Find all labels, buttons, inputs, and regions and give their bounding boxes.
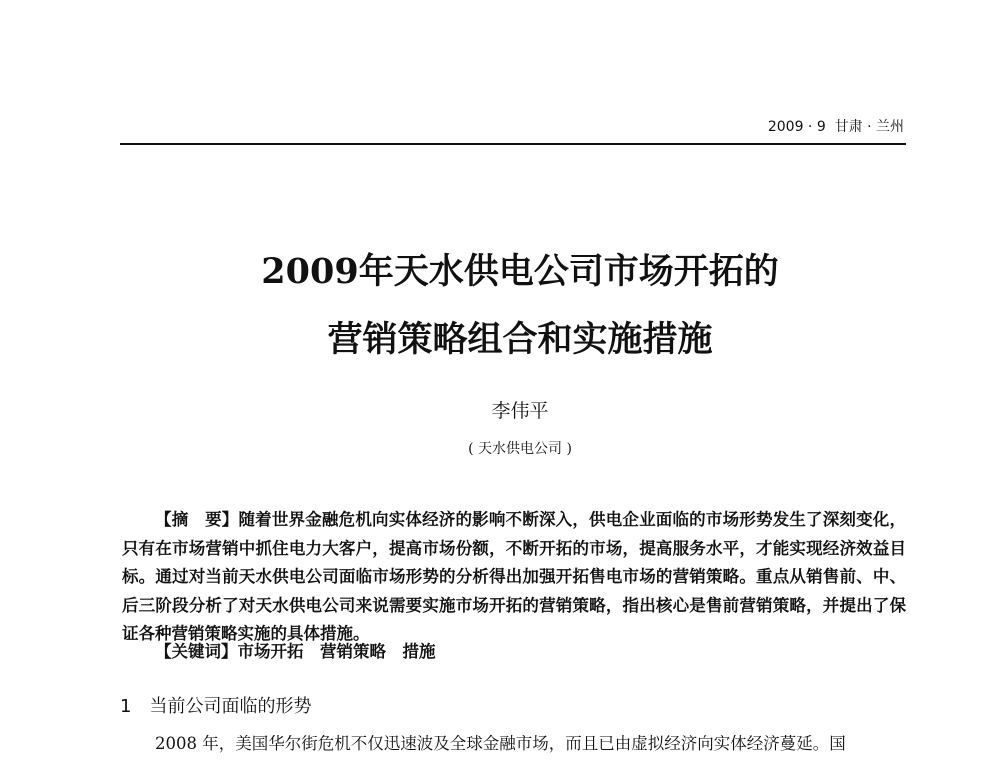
header-rule [120, 143, 906, 145]
running-header [768, 116, 904, 136]
title-line-1: 2009年天水供电公司市场开拓的 [261, 251, 779, 292]
section-heading: 1 当前公司面临的形势 [120, 696, 312, 717]
abstract-text: 随着世界金融危机向实体经济的影响不断深入，供电企业面临的市场形势发生了深刻变化，只有在市场营销中抓住电力大客户，提高市场份额，不断开拓的市场，提高服务水平，才能实现经济效益目标。通过对当前天水供电公司面临市场形势的分析得出加强开拓售电市场的营销策略。重点从销售前、中、后三阶段分析了对天水供电公司来说需要实施市场开拓的营销策略，指出核心是售前营销策略，并提出了保证各种营销策略实施的具体措施。 [122, 510, 907, 643]
location: 甘肃 · 兰州 [834, 119, 904, 135]
abstract-label: 【摘 要】 [155, 510, 239, 529]
title-line-2: 营销策略组合和实施措施 [327, 319, 713, 360]
keywords [122, 638, 906, 662]
body-paragraph: 2008 年，美国华尔街危机不仅迅速波及全球金融市场，而且已由虚拟经济向实体经济蔓延。国 [155, 734, 846, 753]
keywords-label: 【关键词】 [155, 642, 238, 661]
issue: 2009 · 9 [767, 119, 826, 135]
keywords-text: 市场开拓 营销策略 措施 [237, 642, 436, 661]
affiliation: ( 天水供电公司 ) [468, 441, 572, 457]
author: 李伟平 [491, 400, 549, 422]
abstract [122, 506, 906, 649]
